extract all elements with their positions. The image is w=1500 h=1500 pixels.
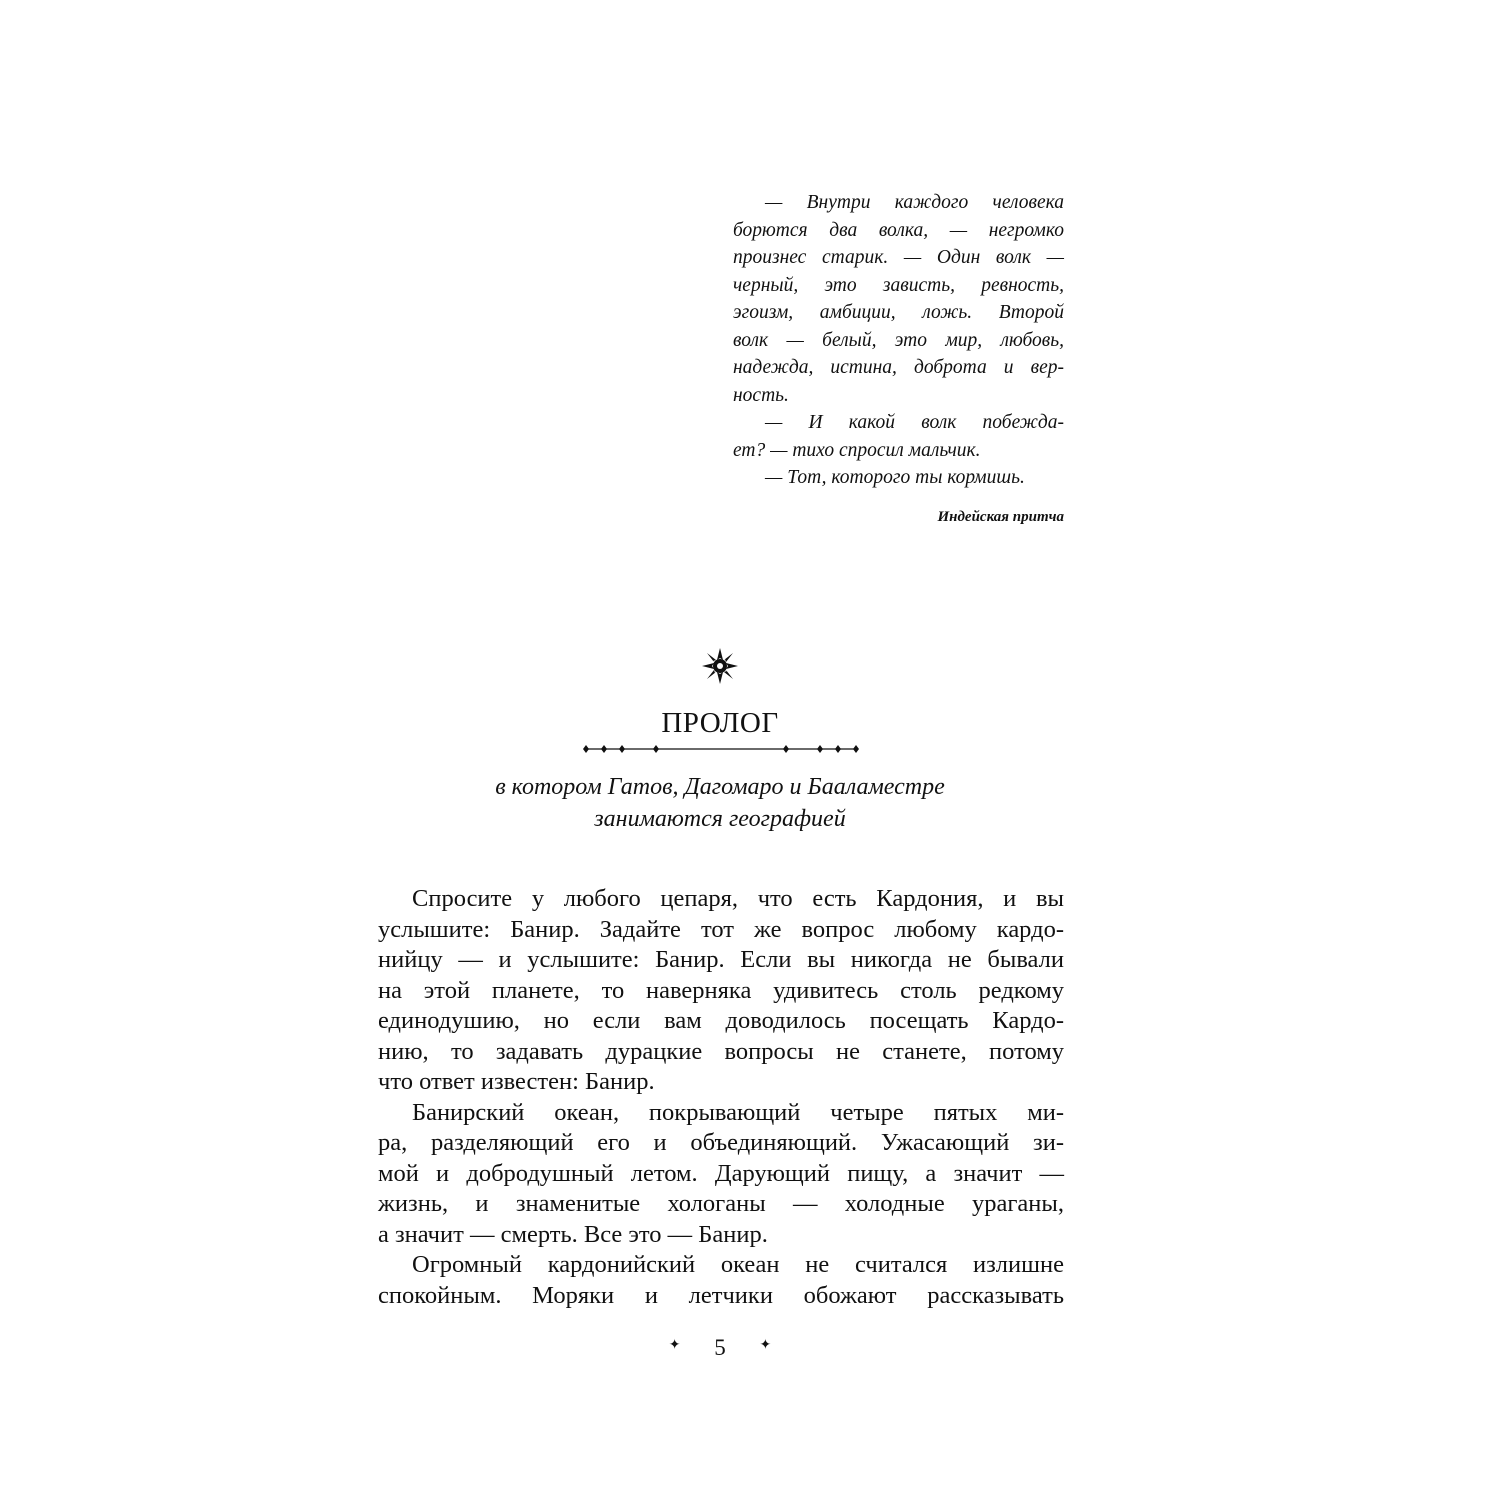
body-line: что ответ известен: Банир.: [378, 1068, 655, 1095]
diamond-right-icon: ✦: [759, 1337, 772, 1353]
body-line: Огромный кардонийский океан не считался излишне: [412, 1251, 1064, 1278]
body-line: Банирский океан, покрывающий четыре пятых ми-: [412, 1098, 1064, 1126]
epigraph-line: ность.: [733, 384, 789, 406]
epigraph: [733, 189, 1064, 492]
body-line: услышите: Банир. Задайте тот же вопрос любому кардо-: [378, 915, 1064, 943]
body-line: ра, разделяющий его и объединяющий. Ужасающий зи-: [378, 1129, 1064, 1156]
epigraph-line: эгоизм, амбиции, ложь. Второй: [733, 302, 1064, 323]
epigraph-line: надежда, истина, доброта и вер-: [733, 357, 1064, 378]
epigraph-line: произнес старик. — Один волк —: [733, 247, 1064, 268]
body-line: мой и добродушный летом. Дарующий пищу, а значит —: [378, 1159, 1064, 1187]
diamond-left-icon: ✦: [668, 1337, 681, 1353]
epigraph-line: — Тот, которого ты кормишь.: [765, 467, 1025, 488]
epigraph-line: ет? — тихо спросил мальчик.: [733, 439, 981, 461]
epigraph-line: — Внутри каждого человека: [765, 192, 1064, 213]
epigraph-line: волк — белый, это мир, любовь,: [733, 329, 1064, 351]
page-footer: [640, 1331, 800, 1363]
body-line: спокойным. Моряки и летчики обожают рассказывать: [378, 1281, 1064, 1309]
chapter-subtitle-line: занимаются географией: [594, 806, 846, 832]
body-line: нию, то задавать дурацкие вопросы не станете, потому: [378, 1037, 1064, 1065]
epigraph-line: — И какой волк побежда-: [765, 412, 1064, 433]
divider-ornament: [582, 740, 860, 758]
epigraph-attribution: Индейская притча: [937, 509, 1064, 525]
epigraph-line: черный, это зависть, ревность,: [733, 274, 1064, 296]
body-line: единодушию, но если вам доводилось посещать Кардо-: [378, 1007, 1064, 1034]
body-line: нийцу — и услышите: Банир. Если вы никогда не бывали: [378, 946, 1064, 973]
body-line: Спросите у любого цепаря, что есть Кардония, и вы: [412, 885, 1064, 912]
chapter-subtitle: [420, 771, 1020, 835]
chapter-subtitle-line: в котором Гатов, Дагомаро и Бааламестре: [495, 774, 945, 800]
body-line: жизнь, и знаменитые хологаны — холодные ураганы,: [378, 1190, 1064, 1217]
body-text: [378, 884, 1064, 1311]
body-line: а значит — смерть. Все это — Банир.: [378, 1220, 768, 1248]
epigraph-line: борются два волка, — негромко: [733, 219, 1064, 241]
page-number: 5: [714, 1334, 726, 1360]
body-line: на этой планете, то наверняка удивитесь столь редкому: [378, 976, 1064, 1004]
star-ornament-icon: [700, 646, 740, 686]
chapter-title: ПРОЛОГ: [661, 707, 779, 739]
